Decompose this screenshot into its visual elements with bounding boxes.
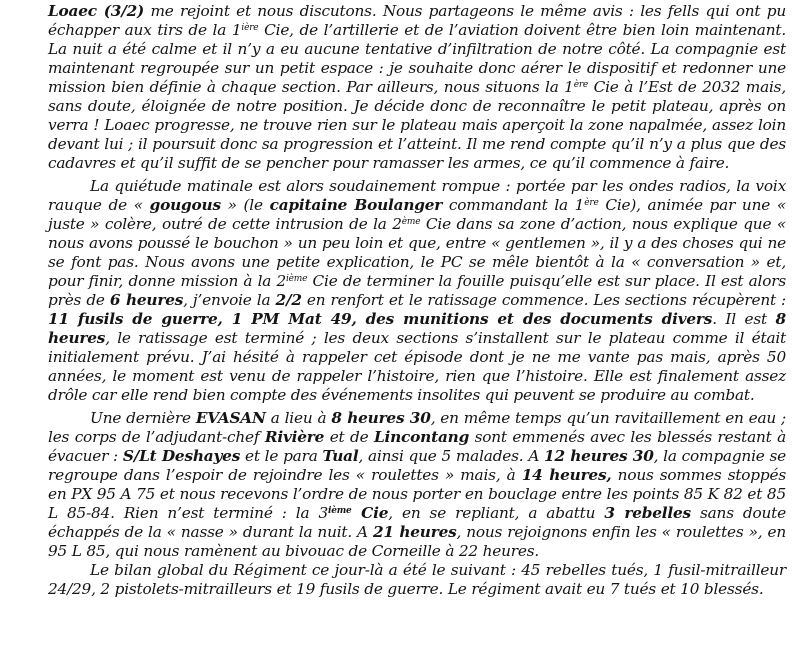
ordinal-superscript: ième <box>327 506 352 516</box>
text-run: et le para <box>240 447 323 465</box>
bold-phrase: 12 heures 30 <box>544 447 654 465</box>
text-run: Cie dans sa zone d’action, nous explique que « nous avons poussé le bouchon » un peu loin et que, entre « gentlemen », il y a des choses qui ne se font pas. Nous avons une petite explication, le PC se mêle bientôt à la « conversation » et, pour finir, donne mission à la 2 <box>48 215 786 290</box>
text-run: me rejoint et nous discutons. Nous partageons le même avis : les fells qui ont pu échapper aux tirs de la 1 <box>48 2 786 39</box>
bold-phrase: Tual <box>322 447 359 465</box>
text-run: , nous rejoignons enfin les « roulettes », en 95 L 85, qui nous ramènent au bivouac de Corneille à 22 heures. <box>48 523 786 560</box>
bold-phrase: Rivière <box>264 428 325 446</box>
text-run: , ainsi que 5 malades. A <box>358 447 545 465</box>
paragraph-4 <box>48 561 786 599</box>
ordinal-superscript: ère <box>573 80 589 90</box>
text-run: , j’envoie la <box>183 291 276 309</box>
text-run: » (le <box>220 196 270 214</box>
bold-phrase: 8 heures 30 <box>331 409 431 427</box>
text-run: Cie à l’Est de 2032 mais, sans doute, éloignée de notre position. Je décide donc de reconnaître le petit plateau, après on verra ! Loaec progresse, ne trouve rien sur le plateau mais aperçoit la zone napalmée, assez loin devant lui ; il poursuit donc sa progression et l’atteint. Il me rend compte qu’il n’y a plus que des cadavres et qu’il suffit de se pencher pour ramasser les armes, ce qu’il commence à faire. <box>48 78 786 172</box>
text-run: , le ratissage est terminé ; les deux sections s’installent sur le plateau comme il était initialement prévu. J’ai hésité à rappeler cet épisode dont je ne me vante pas mais, après 50 années, le moment est venu de rappeler l’histoire, rien que l’histoire. Elle est finalement assez drôle car elle rend bien compte des événements insolites qui peuvent se produire au combat. <box>48 329 786 404</box>
text-run: nous sommes stoppés en PX 95 A 75 et nous recevons l’ordre de nous porter en bouclage entre les points 85 K 82 et 85 L 85-84. Rien n’est terminé : la 3 <box>48 466 786 522</box>
ordinal-superscript: ième <box>286 274 308 284</box>
bold-phrase: capitaine Boulanger <box>269 196 443 214</box>
paragraph-2 <box>48 177 786 405</box>
bold-phrase: 2/2 <box>275 291 302 309</box>
text-run: en renfort et le ratissage commence. Les sections récupèrent : <box>301 291 787 309</box>
bold-phrase: Loaec (3/2) <box>48 2 145 20</box>
paragraph-3 <box>48 409 786 561</box>
bold-phrase: 14 heures, <box>521 466 612 484</box>
bold-phrase: 11 fusils de guerre, 1 PM Mat 49, des munitions et des documents divers <box>48 310 713 328</box>
bold-phrase: 3 rebelles <box>604 504 691 522</box>
bold-phrase: Lincontang <box>373 428 470 446</box>
text-run: , la compagnie se regroupe dans l’espoir de rejoindre les « roulettes » mais, à <box>48 447 786 484</box>
text-run: , en se repliant, a abattu <box>388 504 605 522</box>
ordinal-superscript: ière <box>241 23 259 33</box>
text-run: a lieu à <box>265 409 332 427</box>
text-run: Cie), animée par une « juste » colère, outré de cette intrusion de la 2 <box>48 196 786 233</box>
bold-phrase: 6 heures <box>109 291 184 309</box>
bold-phrase: EVASAN <box>195 409 266 427</box>
text-run: La quiétude matinale est alors soudainement rompue : portée par les ondes radios, la voix rauque de « <box>48 177 786 214</box>
text-run: . Il est <box>712 310 776 328</box>
text-run: Cie, de l’artillerie et de l’aviation doivent être bien loin maintenant. La nuit a été calme et il n’y a eu aucune tentative d’infiltration de notre côté. La compagnie est maintenant regroupée sur un petit espace : je souhaite donc aérer le dispositif et redonner une mission bien définie à chaque section. Par ailleurs, nous situons la 1 <box>48 21 786 96</box>
bold-phrase: 21 heures <box>372 523 457 541</box>
text-run: , en même temps qu’un ravitaillement en eau ; les corps de l’adjudant-chef <box>48 409 786 446</box>
ordinal-superscript: ème <box>401 217 421 227</box>
bold-phrase: gougous <box>149 196 221 214</box>
text-run: sont emmenés avec les blessés restant à évacuer : <box>48 428 787 465</box>
document-body <box>48 2 786 599</box>
bold-phrase: 8 heures <box>48 310 786 347</box>
text-run: Le bilan global du Régiment ce jour-là a été le suivant : 45 rebelles tués, 1 fusil-mitrailleur 24/29, 2 pistolets-mitrailleurs et 19 fusils de guerre. Le régiment avait eu 7 tués et 10 blessés. <box>48 561 786 598</box>
ordinal-superscript: ère <box>584 198 599 208</box>
bold-phrase: S/Lt Deshayes <box>122 447 241 465</box>
text-run: sans doute échappés de la « nasse » durant la nuit. A <box>48 504 786 541</box>
text-run: Une dernière <box>90 409 196 427</box>
bold-phrase: Cie <box>351 504 389 522</box>
text-run: Cie de terminer la fouille puisqu’elle est sur place. Il est alors près de <box>48 272 786 309</box>
text-run: et de <box>324 428 374 446</box>
paragraph-1 <box>48 2 786 173</box>
text-run: commandant la 1 <box>442 196 585 214</box>
